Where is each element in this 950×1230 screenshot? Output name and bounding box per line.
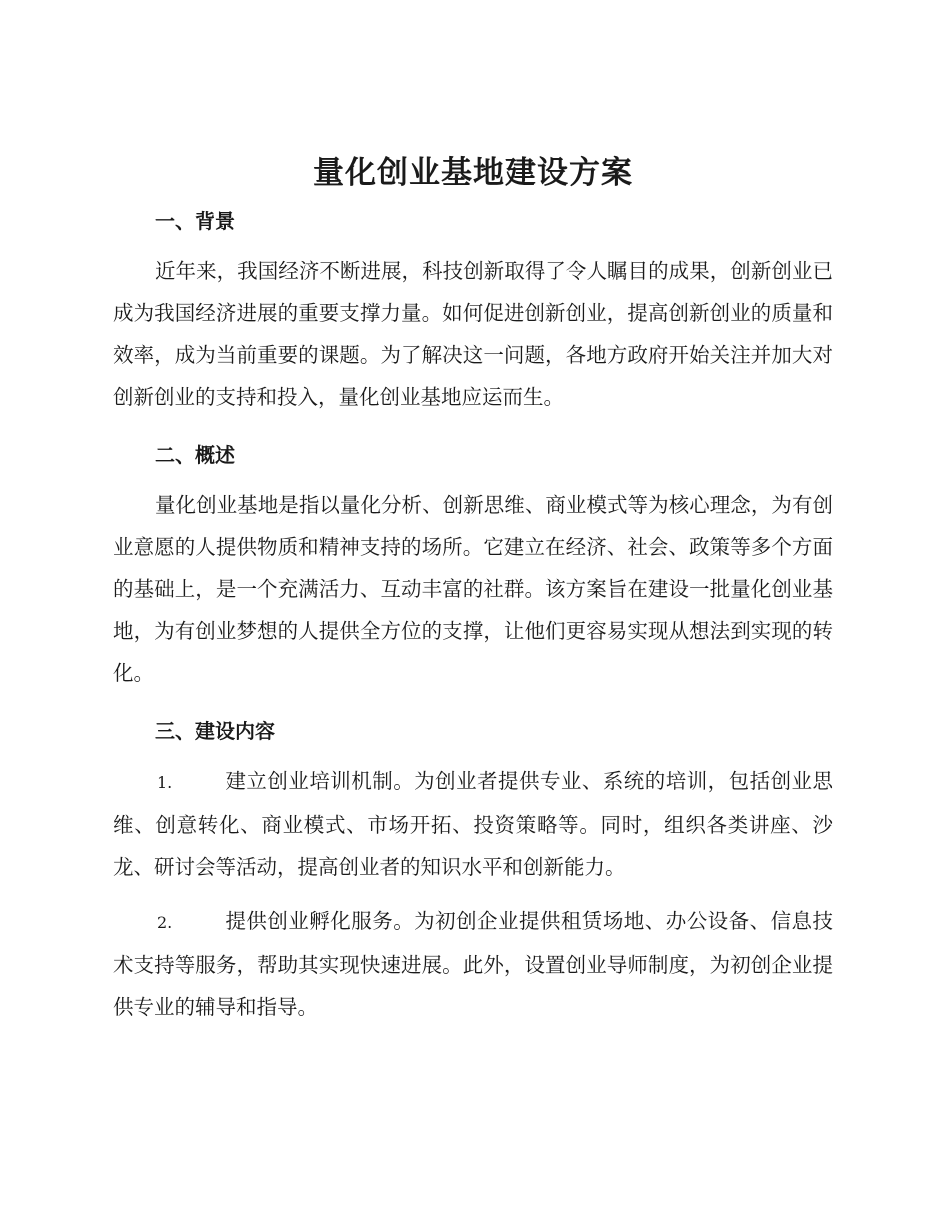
document-page xyxy=(113,150,833,1040)
section-heading-overview: 二、概述 xyxy=(155,443,235,467)
list-item-number: 1. xyxy=(157,773,173,792)
section-background xyxy=(113,206,833,418)
section-overview xyxy=(113,440,833,694)
list-item-text: 建立创业培训机制。为创业者提供专业、系统的培训，包括创业思维、创意转化、商业模式、市场开拓、投资策略等。同时，组织各类讲座、沙龙、研讨会等活动，提高创业者的知识水平和创新能力。 xyxy=(113,769,833,879)
list-item xyxy=(113,760,833,888)
paragraph-overview: 量化创业基地是指以量化分析、创新思维、商业模式等为核心理念，为有创业意愿的人提供物质和精神支持的场所。它建立在经济、社会、政策等多个方面的基础上，是一个充满活力、互动丰富的社群。该方案旨在建设一批量化创业基地，为有创业梦想的人提供全方位的支撑，让他们更容易实现从想法到实现的转化。 xyxy=(113,493,833,685)
paragraph-background: 近年来，我国经济不断进展，科技创新取得了令人瞩目的成果，创新创业已成为我国经济进展的重要支撑力量。如何促进创新创业，提高创新创业的质量和效率，成为当前重要的课题。为了解决这一问题，各地方政府开始关注并加大对创新创业的支持和投入，量化创业基地应运而生。 xyxy=(113,259,833,409)
section-construction-content xyxy=(113,716,833,1028)
list-item-text: 提供创业孵化服务。为初创企业提供租赁场地、办公设备、信息技术支持等服务，帮助其实现快速进展。此外，设置创业导师制度，为初创企业提供专业的辅导和指导。 xyxy=(113,909,833,1019)
section-heading-background: 一、背景 xyxy=(155,209,235,233)
list-item-number: 2. xyxy=(157,913,173,932)
document-title: 量化创业基地建设方案 xyxy=(313,155,633,191)
list-item xyxy=(113,900,833,1028)
section-heading-construction-content: 三、建设内容 xyxy=(155,719,275,743)
